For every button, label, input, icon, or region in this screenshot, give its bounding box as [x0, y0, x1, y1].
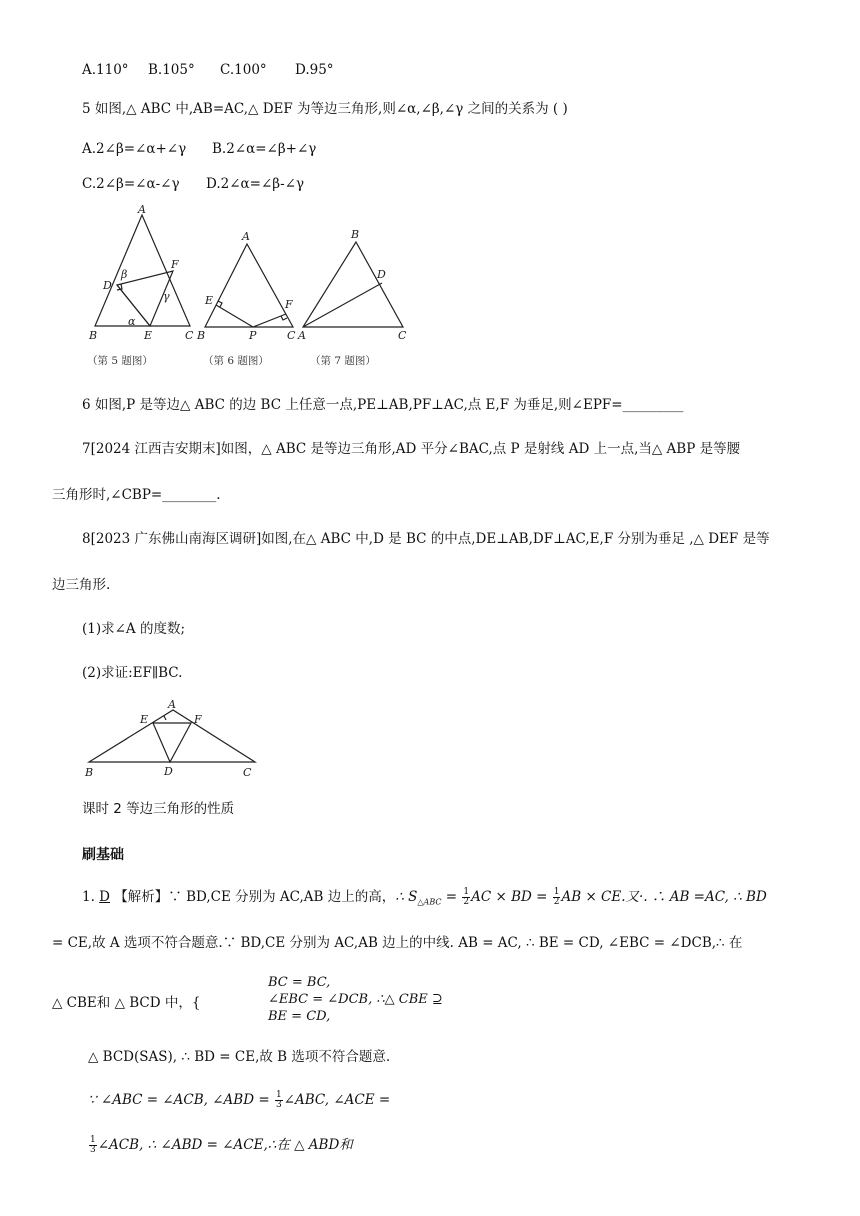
area-subscript: △ABC — [417, 897, 442, 907]
solution-line-1 — [82, 888, 767, 912]
figure-8 — [80, 696, 265, 780]
fig7-caption: （第 7 题图） — [310, 355, 376, 367]
fraction-third-2: $\frac{1}{3}$ — [90, 1135, 96, 1155]
fig6-caption: （第 6 题图） — [203, 355, 269, 367]
solution-line-6 — [88, 1136, 353, 1155]
fig5-label-beta: β — [121, 268, 128, 281]
q8-part2: (2)求证:EF∥BC. — [82, 665, 183, 681]
solution-line-4: △ BCD(SAS), ∴ BD = CE,故 B 选项不符合题意. — [88, 1049, 391, 1065]
fig7-triangle-abc — [303, 242, 403, 327]
fig5-caption: （第 5 题图） — [87, 355, 153, 367]
fig5-label-alpha: α — [128, 315, 136, 328]
fig6-label-p: P — [249, 329, 257, 342]
fig6-label-b: B — [197, 329, 206, 342]
area-symbol: ∴ S — [395, 889, 418, 905]
fig6-triangle-abc — [205, 244, 293, 327]
fig8-label-b: B — [85, 766, 94, 779]
q7-line1: 7[2024 江西吉安期末]如图，△ ABC 是等边三角形,AD 平分∠BAC,点 P 是射线 AD 上一点,当△ ABP 是等腰 — [82, 441, 741, 457]
fig8-segment-ae-shade — [164, 716, 166, 720]
fig8-label-f: F — [194, 713, 202, 726]
fig8-label-c: C — [243, 766, 252, 779]
fig7-segment-ad — [303, 283, 382, 327]
fig5-label-f: F — [171, 258, 179, 271]
solution-line-2: = CE,故 A 选项不符合题意.∵ BD,CE 分别为 AC,AB 边上的中线. AB = AC, ∴ BE = CD, ∠EBC = ∠DCB,∴ 在 — [52, 935, 743, 951]
fig5-label-a: A — [138, 203, 146, 216]
solution-line-3-lead: △ CBE和 △ BCD 中，{ — [52, 995, 201, 1011]
fig6-segment-pf — [253, 314, 286, 327]
q8-part1: (1)求∠A 的度数; — [82, 621, 186, 637]
fig7-label-b: B — [351, 228, 360, 241]
q6-text: 6 如图,P 是等边△ ABC 的边 BC 上任意一点,PE⊥AB,PF⊥AC,点 E,F 为垂足,则∠EPF=_________ — [82, 397, 684, 413]
q5-option-d: D.2∠α=∠β-∠γ — [206, 176, 305, 192]
area-expr-2: AB × CE — [561, 889, 622, 905]
angle-expr-1: ∵ ∠ABC = ∠ACB, ∠ABD = — [88, 1092, 274, 1108]
fraction-half-2: $\frac{1}{2}$ — [553, 887, 560, 907]
fraction-half-1: $\frac{1}{2}$ — [463, 887, 470, 907]
fig5-label-c: C — [185, 329, 194, 342]
fig7-label-d: D — [377, 268, 386, 281]
brace-system — [268, 974, 443, 1025]
fig7-label-c: C — [398, 329, 407, 342]
q5-option-b: B.2∠α=∠β+∠γ — [212, 141, 317, 157]
fig5-label-e: E — [144, 329, 153, 342]
q8-line2: 边三角形. — [52, 577, 111, 593]
q7-line2: 三角形时,∠CBP=________. — [52, 487, 221, 503]
fig5-label-b: B — [89, 329, 98, 342]
fig5-label-gamma: γ — [163, 290, 170, 303]
brace-row-3: BE = CD, — [268, 1009, 331, 1024]
fraction-third-1: $\frac{1}{3}$ — [275, 1090, 282, 1110]
fig6-label-a: A — [242, 230, 250, 243]
q4-option-b: B.105° — [148, 62, 195, 78]
q8-line1: 8[2023 广东佛山南海区调研]如图,在△ ABC 中,D 是 BC 的中点,DE⊥AB,DF⊥AC,E,F 分别为垂足 ,△ DEF 是等 — [82, 531, 770, 547]
fig8-triangle-def — [153, 723, 191, 762]
fig5-label-d: D — [103, 279, 112, 292]
fig6-label-f: F — [285, 298, 293, 311]
equals-1: = — [441, 889, 462, 905]
fig8-label-d: D — [164, 765, 173, 778]
fig6-label-c: C — [287, 329, 296, 342]
solution-intro: 【解析】∵ BD,CE 分别为 AC,AB 边上的高， — [110, 889, 396, 905]
q5-option-a: A.2∠β=∠α+∠γ — [82, 141, 187, 157]
q5-option-c: C.2∠β=∠α-∠γ — [82, 176, 180, 192]
fig8-triangle-abc — [89, 710, 255, 762]
fig7-label-a: A — [298, 329, 306, 342]
lesson-title: 课时 2 等边三角形的性质 — [82, 801, 235, 817]
q4-option-c: C.100° — [220, 62, 267, 78]
figures-5-6-7 — [85, 202, 415, 374]
fig6-segment-pe — [216, 305, 253, 327]
solution-answer: D — [99, 889, 110, 905]
q5-stem: 5 如图,△ ABC 中,AB=AC,△ DEF 为等边三角形,则∠α,∠β,∠γ 之间的关系为 ( ) — [82, 101, 568, 117]
fig8-label-e: E — [140, 713, 149, 726]
area-expr-1: AC × BD = — [471, 889, 552, 905]
fig6-label-e: E — [205, 294, 214, 307]
solution-line-5 — [88, 1091, 390, 1110]
q4-option-a: A.110° — [82, 62, 129, 78]
brace-row-2: ∠EBC = ∠DCB, ∴△ CBE ⊇ — [268, 992, 443, 1007]
fig6-right-angle-f — [281, 316, 287, 320]
q4-option-d: D.95° — [295, 62, 334, 78]
area-expr-3: .又·. ∴ AB =AC, ∴ BD — [621, 889, 767, 905]
angle-expr-3: ∠ACB, ∴ ∠ABD = ∠ACE,∴在 △ ABD和 — [97, 1137, 353, 1153]
brace-row-1: BC = BC, — [268, 975, 331, 990]
solution-number: 1. — [82, 889, 100, 905]
angle-expr-2: ∠ABC, ∠ACE = — [283, 1092, 391, 1108]
section-title: 刷基础 — [82, 847, 124, 863]
fig8-label-a: A — [168, 698, 176, 711]
